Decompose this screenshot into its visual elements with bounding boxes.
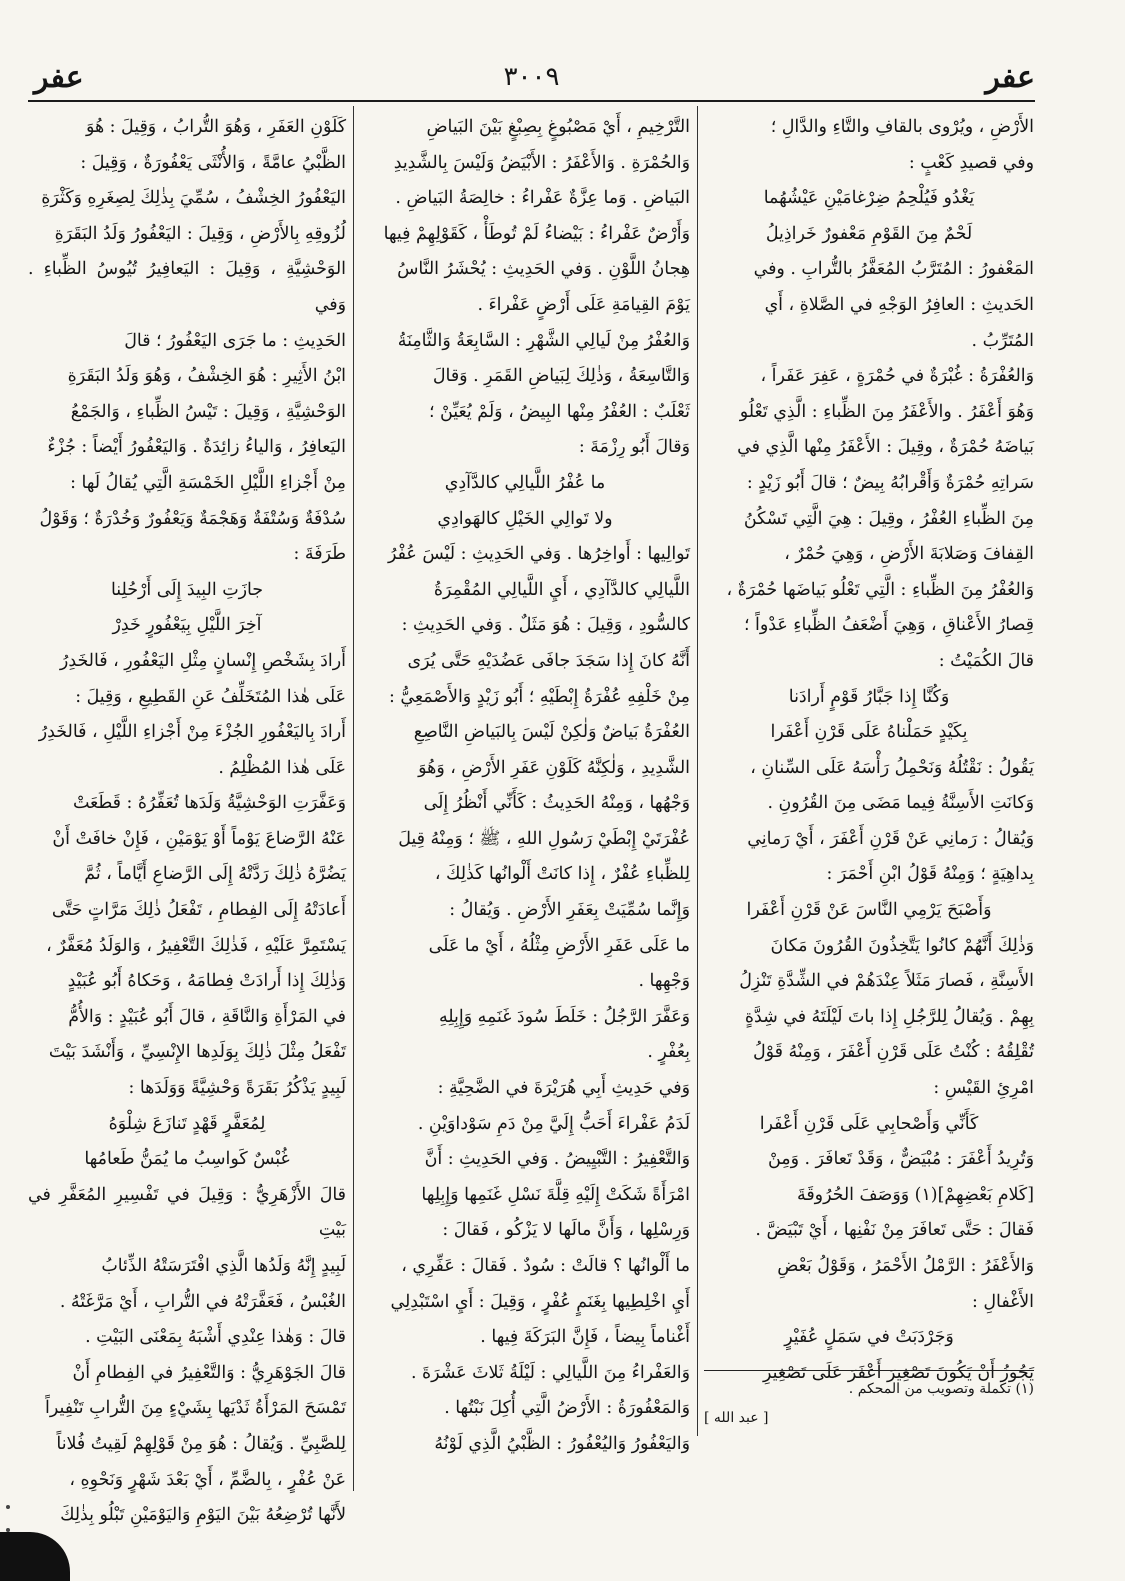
text-line: يَضُرَّهُ ذٰلِكَ رَدَّتْهُ إِلَى الرَّضاعِ أَيَّاماً ، ثُمَّ: [84, 864, 346, 885]
middle-column: [360, 110, 690, 1463]
text-line: ولا تَوالِي الخَيْلِ كالهَوادِي: [437, 508, 613, 529]
text-line: امْرَأَةً شَكَتْ إِلَيْهِ قِلَّةَ نَسْلِ غَنَمِها وَإِبِلِها: [421, 1184, 690, 1205]
text-line: اللَّيالِي كالدَّآدِي ، أَيِ اللَّيالِي المُقْمِرَةُ: [433, 579, 690, 600]
text-line: وَأَرْضٌ عَفْراءُ : بَيْضاءُ لَمْ تُوطَأْ ، كَقَوْلِهِمْ فِيها: [383, 223, 690, 244]
text-line: وَعَفَّرَتِ الوَحْشِيَّةُ وَلَدَها تُعَفِّرُهُ : قَطَعَتْ: [72, 793, 346, 814]
text-line: جازَتِ البِيدَ إِلَى أَرْحُلِنا: [110, 579, 264, 600]
text-line: العُفْرَةُ بَياضٌ وَلٰكِنْ لَيْسَ بِالبَياضِ النَّاصِعِ: [413, 722, 690, 743]
text-line: لَبِيدٍ يَذْكُرُ بَقَرَةً وَحْشِيَّةً وَوَلَدَها :: [128, 1078, 346, 1099]
text-line: سَراتِهِ حُمْرَةٌ وَأَقْرابُهُ بِيضٌ ؛ قالَ أَبُو زَيْدٍ :: [746, 472, 1034, 493]
text-line: يَقُولُ : نَقْتُلُهُ وَنَحْمِلُ رَأْسَهُ عَلَى السِّنانِ ،: [750, 757, 1034, 778]
text-line: بِداهِيَةٍ ؛ وَمِنْهُ قَوْلُ ابْنِ أَحْمَرَ :: [826, 864, 1034, 885]
text-line: وَالعُفْرُ مِنَ الظِّباءِ : الَّتِي تَعْلُو بَياضَها حُمْرَةٌ ،: [726, 579, 1034, 600]
text-line: وَالتَّاسِعَةُ ، وَذٰلِكَ لِبَياضِ القَمَرِ . وَقالَ: [432, 366, 690, 387]
text-line: غُبْسٌ كَواسِبُ ما يُمَنُّ طَعامُها: [84, 1149, 290, 1170]
text-line: كَلَوْنِ العَفَرِ ، وَهُوَ التُّرابُ ، وَقِيلَ : هُوَ: [85, 117, 346, 137]
text-line: تَفْعَلُ مِثْلَ ذٰلِكَ بِوَلَدِها الإِنْسِيِّ ، وَأَنْشَدَ بَيْتَ: [48, 1042, 346, 1063]
text-line: ما عَلَى عَفَرِ الأَرْضِ مِثْلُهُ ، أَيْ ما عَلَى: [428, 935, 690, 956]
text-line: عَنْ عُفْرٍ ، بِالضَّمِّ ، أَيْ بَعْدَ شَهْرٍ وَنَحْوِهِ ،: [69, 1469, 346, 1490]
text-line: مِنَ الظِّباءِ العُفْرُ ، وقِيلَ : هِيَ الَّتِي تَسْكُنُ: [743, 508, 1034, 529]
text-line: المُتَرِّبُ .: [971, 330, 1034, 351]
text-line: القِفافَ وَصَلابَةَ الأَرْضِ ، وَهِيَ حُمْرٌ ،: [784, 544, 1034, 565]
text-line: وَذٰلِكَ إِذا أَرادَتْ فِطامَهُ ، وَحَكاهُ أَبُو عُبَيْدٍ: [67, 971, 346, 992]
text-line: اليَعْفُورُ الخِشْفُ ، سُمِّيَ بِذٰلِكَ لِصِغَرِهِ وَكَثْرَةِ: [41, 188, 346, 209]
text-line: أَنَّهُ كانَ إِذا سَجَدَ جافَى عَضُدَيْهِ حَتَّى يُرَى: [407, 650, 690, 671]
text-line: وَالعُفْرَةُ : غُبْرَةٌ في حُمْرَةٍ ، عَفِرَ عَفَراً ،: [760, 366, 1034, 387]
text-line: وَتُرِيدُ أَعْفَرَ : مُبْيَضٌّ ، وَقَدْ تَعافَرَ . وَمِنْ: [768, 1149, 1034, 1170]
text-line: بِكَيْدٍ حَمَلْناهُ عَلَى قَرْنِ أَعْفَرا: [770, 722, 968, 743]
text-line: عَلَى هٰذا المُظْلِمُ .: [218, 757, 346, 778]
header-root-word-right: عفر: [985, 60, 1035, 95]
text-line: يَجُوزُ أَنْ يَكُونَ تَصْغِيرَ أَعْفَرَ عَلَى تَصْغِيرِ: [763, 1362, 1034, 1383]
text-line: قِصارُ الأَعْناقِ ، وَهِيَ أَضْعَفُ الظِّباءِ عَدْواً ؛: [743, 615, 1034, 636]
text-line: أَيِ اخْلِطِيها بِغَنَمٍ عُفْرٍ ، وَقِيلَ : أَيِ اسْتَبْدِلِي: [390, 1291, 690, 1312]
left-column: [28, 110, 346, 1534]
text-line: الغُبْسُ ، فَعَفَّرَتْهُ في التُّرابِ ، أَيْ مَرَّغَتْهُ .: [59, 1291, 346, 1312]
footnote-signature: [ عبد الله ]: [704, 1410, 769, 1426]
text-line: لَبِيدٍ إِنَّهُ وَلَدُها الَّذِي افْتَرَسَتْهُ الذِّئابُ: [101, 1256, 346, 1276]
text-line: وَعَفَّرَ الرَّجُلُ : خَلَطَ سُودَ غَنَمِهِ وَإِبِلِهِ: [438, 1006, 690, 1027]
text-line: عَلَى هٰذا المُتَخَلِّفُ عَنِ القَطِيعِ ، وَقِيلَ :: [75, 686, 346, 707]
text-line: الأَغْفالِ :: [972, 1291, 1034, 1312]
footnote-divider: [704, 1370, 1034, 1371]
text-line: أَرادَ بِشَخْصِ إِنْسانٍ مِثْلِ اليَعْفُورِ ، فَالخَدِرُ: [59, 650, 346, 671]
text-line: هِجانُ اللَّوْنِ . وَفي الحَدِيثِ : يُحْشَرُ النَّاسُ: [397, 259, 690, 280]
text-line: لَدَمُ عَفْراءَ أَحَبُّ إِلَيَّ مِنْ دَمِ سَوْداوَيْنِ .: [417, 1113, 690, 1134]
text-line: لَحْمٌ مِنَ القَوْمِ مَعْفورٌ خَراذِيلُ: [765, 223, 973, 244]
text-line: [كَلامِ بَعْضِهِمْ](١) وَوَصَفَ الحُرُوقَةَ: [797, 1184, 1034, 1205]
text-line: الشَّدِيدِ ، وَلٰكِنَّهُ كَلَوْنِ عَفَرِ الأَرْضِ ، وَهُوَ: [418, 757, 690, 778]
text-line: قالَ : وَهٰذا عِنْدِي أَشْبَهُ بِمَعْنَى البَيْتِ .: [85, 1327, 346, 1348]
text-line: المَعْفورُ : المُتَرَّبُ المُعَفَّرُ بالتُّرابِ . وفي: [753, 259, 1034, 280]
text-line: وَالتَّعْفِيرُ : التَّبْيِيضُ . وَفي الحَدِيثِ : أَنَّ: [424, 1149, 690, 1170]
text-line: أَعادَتْهُ إِلَى الفِطامِ ، تَفْعَلُ ذٰلِكَ مَرَّاتٍ حَتَّى: [51, 900, 346, 921]
page-header: [28, 60, 1035, 102]
text-line: سُدْفَةٌ وَسُتْفَةٌ وَهَجْمَةٌ وَيَعْفُورٌ وَخُدْرَةٌ ؛ وَقَوْلُ: [39, 508, 346, 529]
text-line: وَقالَ أَبُو رِزْمَةَ :: [578, 437, 690, 458]
margin-mark: [6, 1505, 10, 1509]
text-line: تَمْسَحَ المَرْأَةُ ثَدْيَها بِشَيْءٍ مِنَ التُّرابِ تَنْفِيراً: [45, 1398, 346, 1419]
text-line: يَسْتَمِرَّ عَلَيْهِ ، فَذٰلِكَ التَّعْفِيرُ ، وَالوَلَدُ مُعَفَّرٌ ،: [46, 935, 346, 956]
text-line: لأَنَّها تُرْضِعُهُ بَيْنَ اليَوْمِ وَاليَوْمَيْنِ تَبْلُو بِذٰلِكَ: [60, 1505, 346, 1526]
text-line: الوَحْشِيَّةِ ، وَقِيلَ : اليَعافِيرُ تُيُوسُ الظِّباءِ . وَفي: [28, 259, 346, 315]
text-line: مِنْ خَلْفِهِ عُفْرَةُ إِبْطَيْهِ ؛ أَبُو زَيْدٍ وَالأَصْمَعِيُّ :: [388, 686, 690, 707]
text-line: أَرادَ بِاليَعْفُورِ الجُزْءَ مِنْ أَجْزاءِ اللَّيْلِ ، فَالخَدِرُ: [38, 722, 346, 743]
text-line: وَجْهُها ، وَمِنْهُ الحَدِيثُ : كَأَنِّي أَنْظُرُ إِلَى: [423, 793, 690, 814]
right-column: [704, 110, 1034, 1391]
text-line: وَرِسْلِها ، وَأَنَّ مالَها لا يَزْكُو ، فَقالَ :: [442, 1220, 690, 1241]
text-line: وَأَصْبَحَ يَرْمِي النَّاسَ عَنْ قَرْنِ أَعْفَرا: [746, 900, 992, 921]
text-line: وَجَرْدَبَتْ في سَمَلٍ عُفَيْرٍ: [784, 1327, 954, 1348]
text-line: وَالحُمْرَةِ . وَالأَعْفَرُ : الأَبْيَضُ وَلَيْسَ بِالشَّدِيدِ: [393, 152, 690, 173]
text-line: التَّرْخِيمِ ، أَيْ مَصْبُوغٍ بِصِبْغٍ بَيْنَ البَياضِ: [426, 117, 690, 137]
text-line: وَالأَعْفَرُ : الرَّمْلُ الأَحْمَرُ ، وَقَوْلُ بَعْضِ: [777, 1256, 1034, 1276]
text-line: لِلظِّباءِ عُفْرٌ ، إِذا كانَتْ أَلْوانُها كَذٰلِكَ ،: [434, 864, 690, 885]
text-line: الحَدِيثِ : ما جَرَى اليَعْفُورُ ؛ قالَ: [124, 330, 346, 351]
text-line: وَيُقالُ : رَمانِي عَنْ قَرْنِ أَعْفَرَ ، أَيْ رَمانِي: [747, 828, 1034, 849]
text-line: وَذٰلِكَ أَنَّهُمْ كانُوا يَتَّخِذُونَ القُرُونَ مَكانَ: [770, 935, 1034, 956]
text-line: بَياضَهُ حُمْرَةٌ ، وقِيلَ : الأَعْفَرُ مِنْها الَّذِي في: [737, 437, 1034, 458]
footnote: (١) تكملة وتصويب من المحكم .: [848, 1381, 1034, 1397]
text-line: فَقالَ : حَتَّى تَعافَرَ مِنْ نَفْنِها ، أَيْ تَبْيَضَّ .: [755, 1220, 1034, 1241]
text-line: وَجْهِها .: [638, 971, 690, 992]
column-divider-right: [697, 106, 698, 1436]
text-line: بِعُفْرٍ .: [647, 1042, 690, 1063]
text-line: تُقْلِقُهُ : كُنْتُ عَلَى قَرْنِ أَعْفَرَ ، وَمِنْهُ قَوْلُ: [753, 1042, 1034, 1063]
text-line: وَاليَعْفُورُ وَاليُعْفُورُ : الظَّبْيُ الَّذِي لَوْنُهُ: [434, 1433, 690, 1454]
text-line: قالَ الأَزْهَرِيُّ : وَقِيلَ في تَفْسِيرِ المُعَفَّرِ في بَيْتِ: [28, 1184, 346, 1241]
text-line: يَوْمَ القِيامَةِ عَلَى أَرْضٍ عَفْراءَ .: [477, 294, 690, 315]
text-line: عُفْرَتَيْ إِبْطَيْ رَسُولِ اللهِ ، ﷺ ؛ وَمِنْهُ قِيلَ: [398, 828, 690, 849]
text-line: وَالعُفْرُ مِنْ لَيالِي الشَّهْرِ : السَّابِعَةُ وَالثَّامِنَةُ: [397, 330, 690, 351]
scan-ink-blot: [0, 1532, 70, 1581]
text-line: الأَرْضِ ، ويُرْوى بالقافِ والتَّاءِ والدَّالِ ؛: [770, 117, 1034, 137]
text-line: الحَديثِ : العافِرُ الوَجْهِ في الصَّلاةِ ، أَي: [764, 294, 1034, 315]
text-line: وَالعَفْراءُ مِنَ اللَّيالِي : لَيْلَةُ ثَلاثَ عَشْرَةَ .: [411, 1362, 690, 1383]
text-line: وَفي حَدِيثِ أَبِي هُرَيْرَةَ في الضَّحِيَّةِ :: [437, 1078, 690, 1099]
text-line: أَغْناماً بِيضاً ، فَإِنَّ البَرَكَةَ فِيها .: [480, 1327, 690, 1348]
text-line: كَأَنِّي وَأَصْحابِي عَلَى قَرْنِ أَعْفَرا: [759, 1113, 979, 1134]
text-line: بِهِمْ . وَيُقالُ لِلرَّجُلِ إِذا باتَ لَيْلَتَهُ في شِدَّةٍ: [744, 1006, 1034, 1027]
text-line: اليَعافِرُ ، وَالياءُ زائِدَةٌ . وَاليَعْفُورُ أَيْضاً : جُزْءٌ: [47, 437, 346, 458]
text-line: ثَعْلَبٌ : العُفْرُ مِنْها البِيضُ ، وَلَمْ يُعَيِّنْ ؛: [429, 401, 690, 422]
text-line: مِنْ أَجْزاءِ اللَّيْلِ الخَمْسَةِ الَّتِي يُقالُ لَها :: [70, 472, 346, 493]
text-line: وَالمَعْفُورَةُ : الأَرْضُ الَّتِي أُكِلَ نَبْتُها .: [444, 1398, 690, 1419]
text-line: لِمُعَفَّرٍ قَهْدٍ تَنازَعَ شِلْوَهُ: [108, 1113, 266, 1134]
text-line: وفي قصيدِ كَعْبٍ :: [908, 152, 1034, 173]
text-line: لُزُوقِهِ بِالأَرْضِ ، وَقِيلَ : اليَعْفُورُ وَلَدُ البَقَرَةِ: [54, 223, 346, 244]
text-line: تَوالِيها : أَواخِرُها . وَفي الحَدِيثِ : لَيْسَ عُفْرُ: [388, 544, 690, 565]
text-line: البَياضِ . وَما عِزَّةٌ عَفْراءُ : خالِصَةُ البَياضِ .: [395, 188, 690, 209]
text-line: عَنْهُ الرَّضاعَ يَوْماً أَوْ يَوْمَيْنِ ، فَإِنْ خافَتْ أَنْ: [52, 828, 346, 849]
text-line: ما عُفْرُ اللَّيالِي كالدَّآدِي: [444, 472, 606, 493]
text-line: كالسُّودِ ، وَقِيلَ : هُوَ مَثَلٌ . وَفي الحَدِيثِ :: [401, 615, 690, 636]
text-line: في المَرْأَةِ وَالنَّاقَةِ ، قالَ أَبُو عُبَيْدٍ : وَالأُمُّ: [68, 1006, 346, 1027]
text-line: الوَحْشِيَّةِ ، وَقِيلَ : تَيْسُ الظِّباءِ ، وَالجَمْعُ: [70, 401, 346, 422]
text-line: قالَ الكُمَيْتُ :: [938, 650, 1034, 671]
column-divider-left: [353, 106, 354, 1491]
text-line: لِلصَّبِيِّ . وَيُقالُ : هُوَ مِنْ قَوْلِهِمْ لَقِيتُ فُلاناً: [56, 1433, 346, 1454]
page-number: ٣٠٠٩: [503, 62, 560, 92]
text-line: يَغْدُو فَيُلْحِمُ ضِرْغامَيْنِ عَيْشُهُما: [763, 188, 975, 209]
text-line: وَإِنَّما سُمِّيَتْ بِعَفَرِ الأَرْضِ . وَيُقالُ :: [449, 900, 690, 921]
text-line: طَرَفَةَ :: [293, 544, 346, 565]
text-line: ما أَلْوانُها ؟ قالَتْ : سُودٌ . فَقالَ : عَفِّرِي ،: [401, 1256, 690, 1276]
text-line: الظَّبْيُ عامَّةً ، وَالأُنْثَى يَعْفُورَةٌ ، وَقِيلَ :: [80, 152, 346, 173]
text-line: آخِرَ اللَّيْلِ بِيَعْفُورٍ خَدِرْ: [112, 615, 262, 636]
text-line: ابْنُ الأَثِيرِ : هُوَ الخِشْفُ ، وَهُوَ وَلَدُ البَقَرَةِ: [67, 366, 346, 387]
text-line: وَكانَتِ الأَسِنَّةُ فِيما مَضَى مِنَ القُرُونِ .: [767, 793, 1034, 814]
text-line: امْرِئِ القَيْسِ :: [933, 1078, 1034, 1099]
text-line: الأَسِنَّةِ ، فَصارَ مَثَلاً عِنْدَهُمْ في الشِّدَّةِ تَنْزِلُ: [739, 971, 1034, 992]
header-root-word-left: عفر: [34, 60, 84, 95]
text-line: وَكُنَّا إِذا جَبَّارُ قَوْمٍ أَرادَنا: [788, 686, 950, 707]
text-line: قالَ الجَوْهَرِيُّ : وَالتَّعْفِيرُ في الفِطامِ أَنْ: [72, 1362, 346, 1383]
text-line: وَهُوَ أَعْفَرُ . والأَعْفَرُ مِنَ الظِّباءِ : الَّذِي تَعْلُو: [739, 401, 1034, 422]
